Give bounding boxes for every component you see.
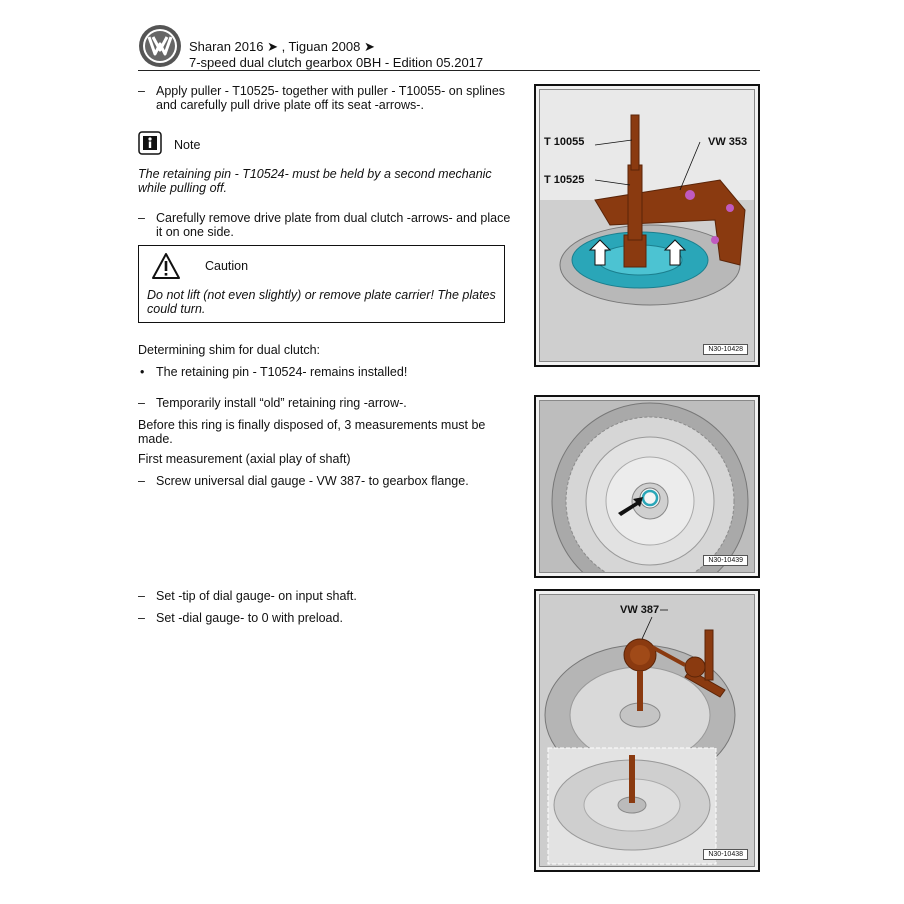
figure-2-code: N30-10439 bbox=[703, 555, 748, 566]
figure-drive-plate-puller bbox=[534, 84, 760, 367]
step-7 bbox=[138, 611, 518, 625]
step-3 bbox=[138, 365, 518, 379]
step-6 bbox=[138, 589, 518, 603]
step-1-text: Apply puller - T10525- together with puller - T10055- on splines and carefully pull drive plate off its seat -arrows-. bbox=[156, 84, 506, 112]
note-icon bbox=[138, 131, 162, 155]
callout-t10525: T 10525 bbox=[544, 174, 585, 186]
note-text: The retaining pin - T10524- must be held by a second mechanic while pulling off. bbox=[138, 167, 492, 195]
figure-1-canvas bbox=[539, 89, 755, 362]
step-5 bbox=[138, 474, 518, 488]
dash-marker: – bbox=[138, 474, 145, 488]
paragraph-first-measurement: First measurement (axial play of shaft) bbox=[138, 452, 351, 466]
caution-title: Caution bbox=[205, 259, 249, 273]
step-4-text: Temporarily install “old” retaining ring -arrow-. bbox=[156, 396, 407, 410]
figure-3-canvas bbox=[539, 594, 755, 867]
step-7-text: Set -dial gauge- to 0 with preload. bbox=[156, 611, 343, 625]
caution-box bbox=[138, 245, 505, 323]
vw-logo bbox=[138, 24, 182, 68]
step-1 bbox=[138, 84, 518, 112]
figure-dial-gauge bbox=[534, 589, 760, 872]
dial-gauge-illustration bbox=[540, 595, 755, 867]
figure-1-code: N30-10428 bbox=[703, 344, 748, 355]
callout-vw353: VW 353 bbox=[708, 136, 748, 148]
figure-2-canvas bbox=[539, 400, 755, 573]
vw-logo-icon bbox=[138, 24, 182, 68]
figure-3-code: N30-10438 bbox=[703, 849, 748, 860]
paragraph-measurements: Before this ring is finally disposed of, 3 measurements must be made. bbox=[138, 418, 486, 446]
note-title: Note bbox=[174, 138, 201, 152]
step-5-text: Screw universal dial gauge - VW 387- to gearbox flange. bbox=[156, 474, 469, 488]
header-subtitle: 7-speed dual clutch gearbox 0BH - Edition 05.2017 bbox=[189, 55, 484, 70]
dash-marker: – bbox=[138, 611, 145, 625]
info-icon bbox=[138, 131, 162, 155]
dash-marker: – bbox=[138, 84, 145, 98]
caution-text: Do not lift (not even slightly) or remove plate carrier! The plates could turn. bbox=[147, 288, 496, 316]
dash-marker: – bbox=[138, 396, 145, 410]
header-rule bbox=[138, 70, 760, 71]
step-4 bbox=[138, 396, 518, 410]
step-6-text: Set -tip of dial gauge- on input shaft. bbox=[156, 589, 357, 603]
retaining-ring-illustration bbox=[540, 401, 755, 573]
paragraph-shim: Determining shim for dual clutch: bbox=[138, 343, 321, 357]
callout-t10055: T 10055 bbox=[544, 136, 585, 148]
callout-vw387: VW 387 bbox=[620, 604, 660, 616]
dash-marker: – bbox=[138, 211, 145, 225]
figure-retaining-ring bbox=[534, 395, 760, 578]
warning-icon bbox=[151, 252, 181, 280]
step-3-text: The retaining pin - T10524- remains installed! bbox=[156, 365, 408, 379]
bullet-marker: • bbox=[140, 365, 145, 379]
step-2 bbox=[138, 211, 518, 239]
dash-marker: – bbox=[138, 589, 145, 603]
step-2-text: Carefully remove drive plate from dual clutch -arrows- and place it on one side. bbox=[156, 211, 511, 239]
puller-illustration bbox=[540, 90, 755, 362]
header-title: Sharan 2016 ➤ , Tiguan 2008 ➤ bbox=[189, 39, 375, 54]
